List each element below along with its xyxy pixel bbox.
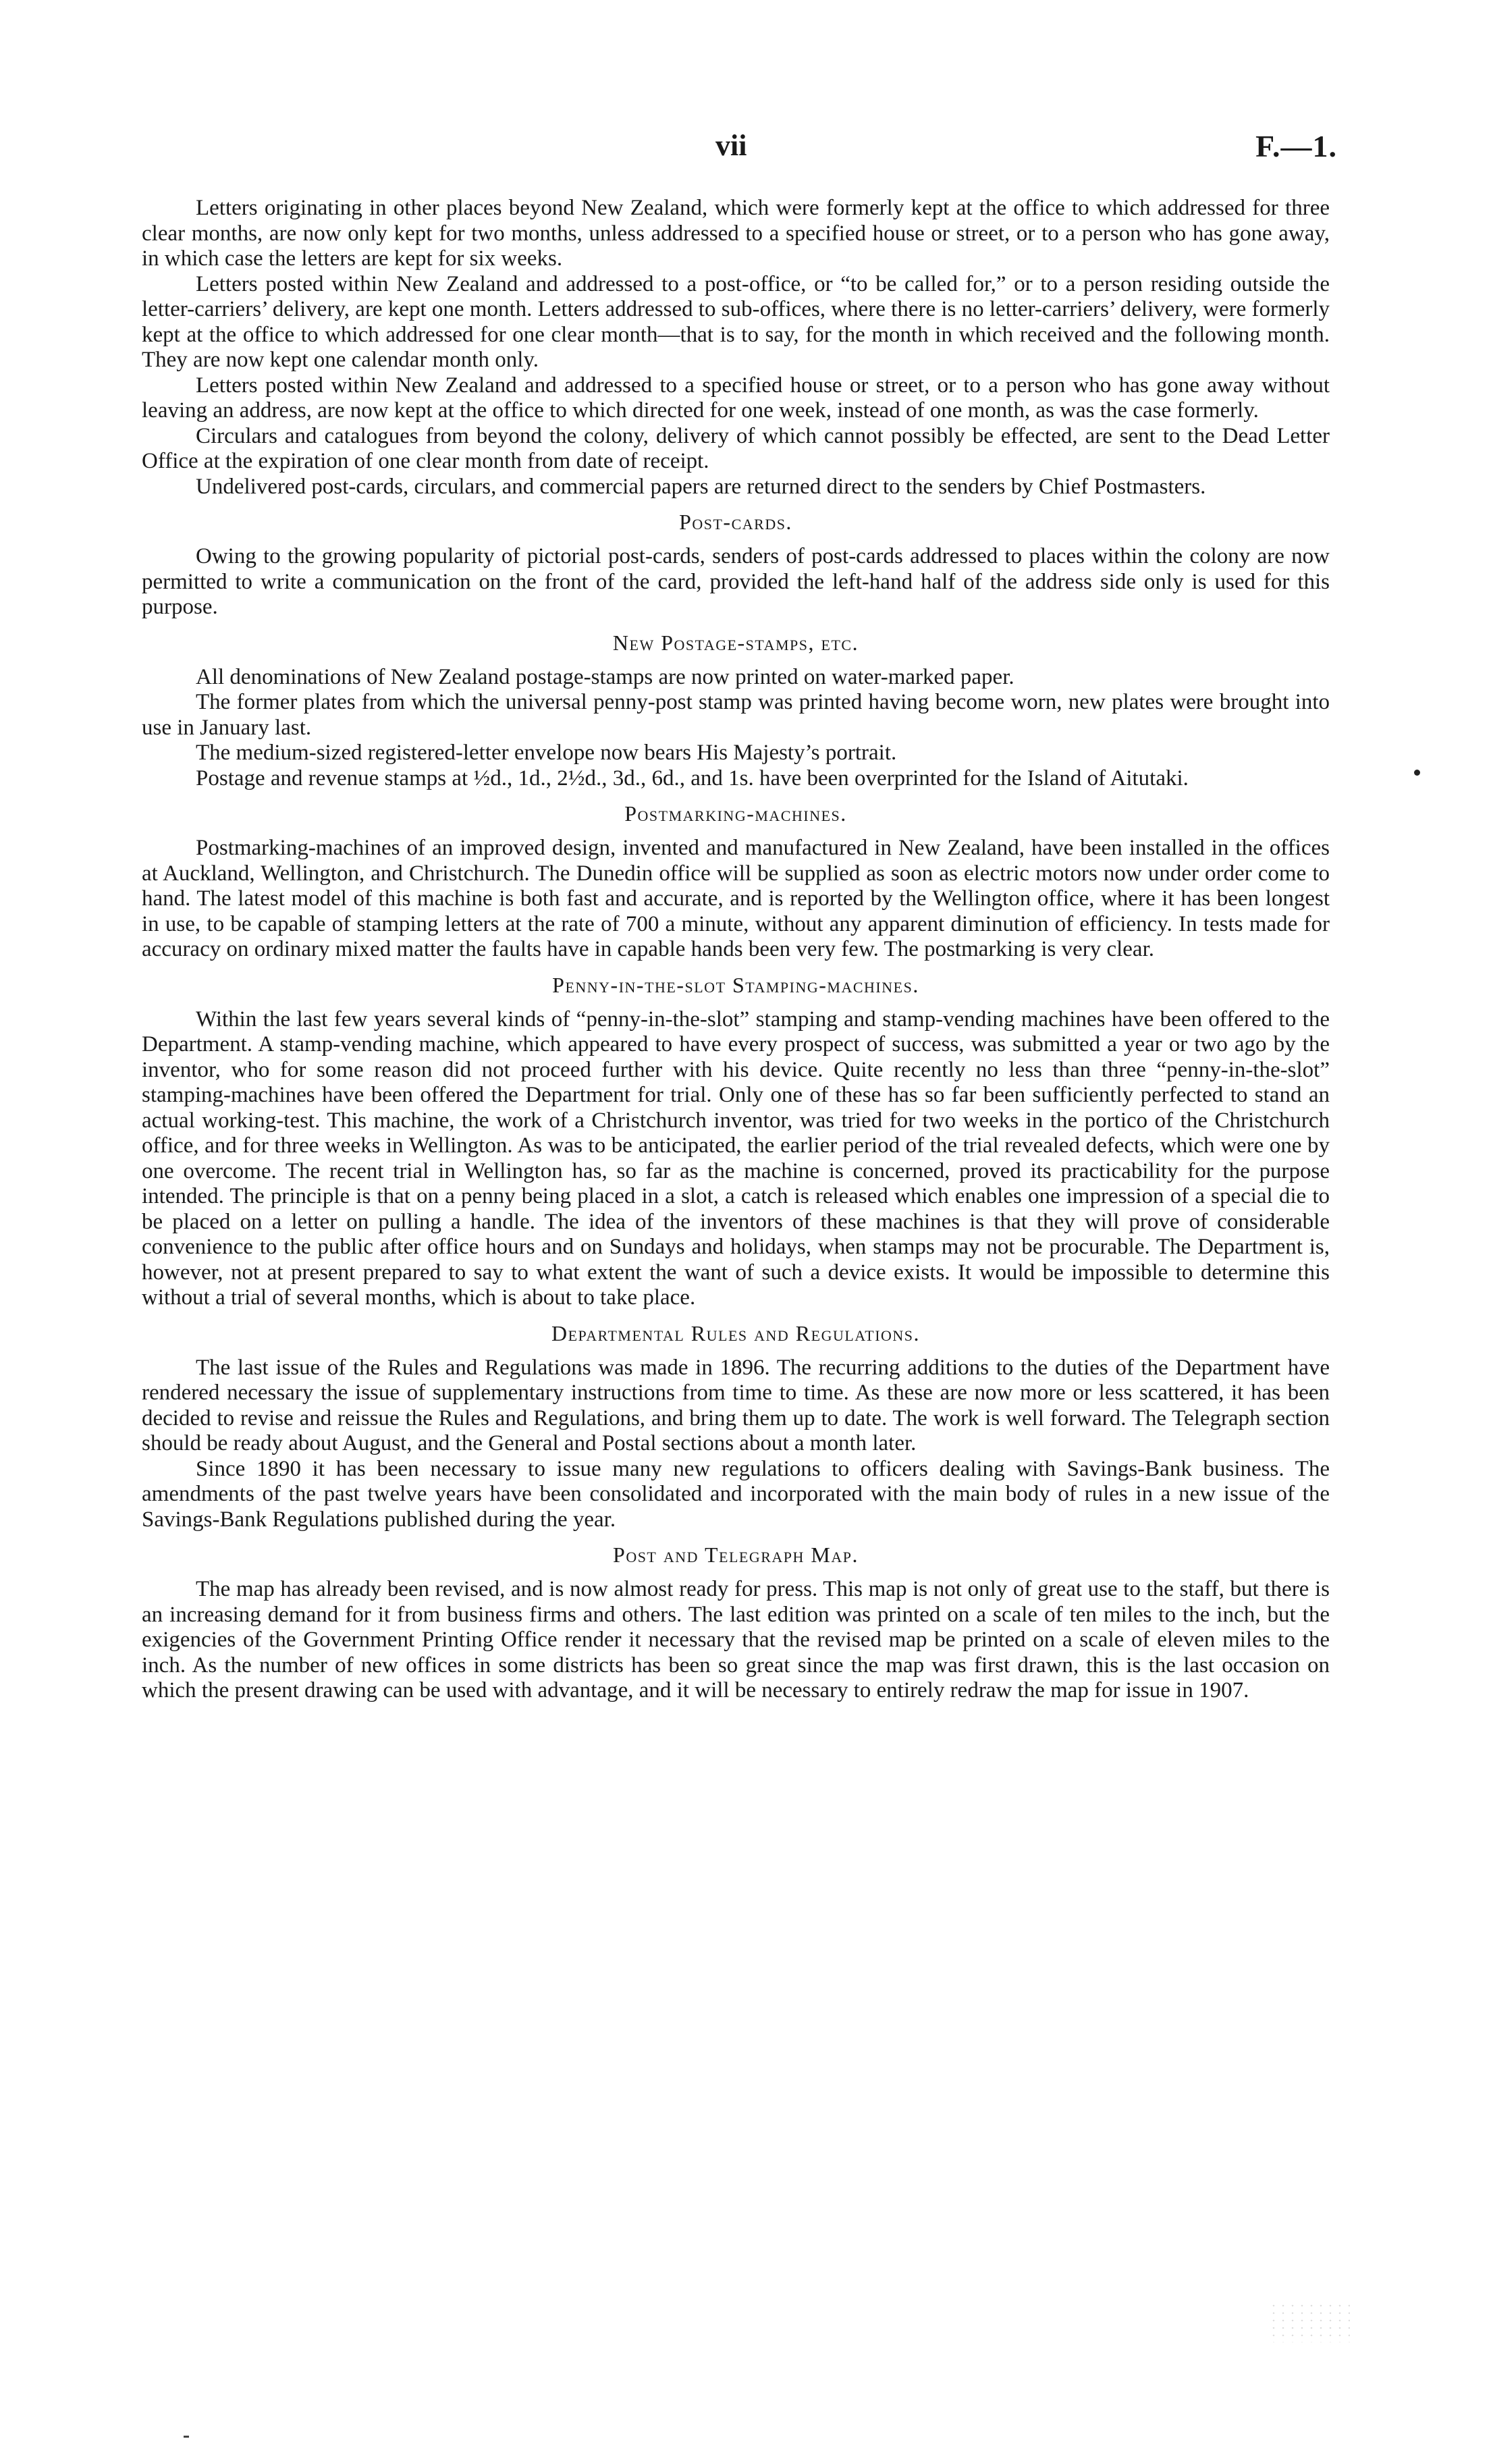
paragraph: Letters posted within New Zealand and addressed to a specified house or street, or to a person who has gone away without leaving an address, are now kept at the office to which directed for one week, instead of one month, as was the case formerly. — [142, 373, 1330, 423]
paragraph: Postmarking-machines of an improved design, invented and manufactured in New Zealand, have been installed in the offices at Auckland, Wellington, and Christchurch. The Dunedin office will be supplied as soon as electric motors now under order come to hand. The latest model of this machine is both fast and accurate, and is reported by the Wellington office, where it has been longest in use, to be capable of stamping letters at the rate of 700 a minute, without any apparent diminution of efficiency. In tests made for accuracy on ordinary mixed matter the faults have in capable hands been very few. The postmarking is very clear. — [142, 836, 1330, 961]
paragraph: The map has already been revised, and is now almost ready for press. This map is not only of great use to the staff, but there is an increasing demand for it from business firms and others. The last edition was printed on a scale of ten miles to the inch, but the exigencies of the Government Printing Office render it necessary that the revised map be printed on a scale of eleven miles to the inch. As the number of new offices in some districts has been so great since the map was first drawn, this is the last occasion on which the present drawing can be used with advantage, and it will be necessary to entirely redraw the map for issue in 1907. — [142, 1577, 1330, 1703]
paragraph: The medium-sized registered-letter envelope now bears His Majesty’s portrait. — [196, 741, 897, 765]
section-heading: New Postage-stamps, etc. — [612, 630, 859, 655]
margin-dot — [1414, 770, 1420, 776]
document-reference: F.—1. — [1255, 129, 1337, 163]
paragraph: Undelivered post-cards, circulars, and commercial papers are returned direct to the senders by Chief Postmasters. — [196, 474, 1206, 499]
paragraph: Letters posted within New Zealand and addressed to a post-office, or “to be called for,” or to a person residing outside the letter-carriers’ delivery, are kept one month. Letters addressed to sub-offices, where there is no letter-carriers’ delivery, were formerly kept at the office to which addressed for one clear month—that is to say, for the month in which received and the following month. They are now kept one calendar month only. — [142, 271, 1330, 372]
paragraph: Since 1890 it has been necessary to issue many new regulations to officers dealing with Savings-Bank business. The amendments of the past twelve years have been consolidated and incorporated with the main body of rules in a new issue of the Savings-Bank Regulations published during the year. — [142, 1456, 1330, 1532]
section-heading: Post-cards. — [679, 510, 792, 534]
paragraph: Postage and revenue stamps at ½d., 1d., 2½d., 3d., 6d., and 1s. have been overprinted for the Island of Aitutaki. — [196, 766, 1189, 791]
paragraph: All denominations of New Zealand postage-stamps are now printed on water-marked paper. — [196, 664, 1014, 689]
paragraph: The former plates from which the universal penny-post stamp was printed having become worn, new plates were brought into use in January last. — [142, 690, 1330, 740]
paragraph: Letters originating in other places beyond New Zealand, which were formerly kept at the office to which addressed for three clear months, are now only kept for two months, unless addressed to a specified house or street, or to a person who has gone away, in which case the letters are kept for six weeks. — [142, 196, 1330, 271]
section-heading: Postmarking-machines. — [624, 801, 847, 826]
paragraph: The last issue of the Rules and Regulations was made in 1896. The recurring additions to the duties of the Department have rendered necessary the issue of supplementary instructions from time to time. As these are now more or less scattered, it has been decided to revise and reissue the Rules and Regulations, and bring them up to date. The work is well forward. The Telegraph section should be ready about August, and the General and Postal sections about a month later. — [142, 1355, 1330, 1455]
paragraph: Circulars and catalogues from beyond the colony, delivery of which cannot possibly be effected, are sent to the Dead Letter Office at the expiration of one clear month from date of receipt. — [142, 423, 1330, 473]
scan-specks — [1269, 2302, 1350, 2342]
paragraph: Owing to the growing popularity of pictorial post-cards, senders of post-cards addressed to places within the colony are now permitted to write a communication on the front of the card, provided the left-hand half of the address side only is used for this purpose. — [142, 544, 1330, 619]
scan-mark — [184, 2436, 189, 2438]
section-heading: Penny-in-the-slot Stamping-machines. — [552, 972, 919, 997]
page-number: vii — [715, 129, 747, 162]
section-heading: Post and Telegraph Map. — [613, 1543, 859, 1567]
paragraph: Within the last few years several kinds of “penny-in-the-slot” stamping and stamp-vending machines have been offered to the Department. A stamp-vending machine, which appeared to have every prospect of success, was submitted a year or two ago by the inventor, who for some reason did not proceed further with his device. Quite recently no less than three “penny-in-the-slot” stamping-machines have been offered the Department for trial. Only one of these has so far been sufficiently perfected to stand an actual working-test. This machine, the work of a Christchurch inventor, was tried for two weeks in the portico of the Christchurch office, and for three weeks in Wellington. As was to be anticipated, the earlier period of the trial revealed defects, which were one by one overcome. The recent trial in Wellington has, so far as the machine is concerned, proved its practicability for the purpose intended. The principle is that on a penny being placed in a slot, a catch is released which enables one impression of a special die to be placed on a letter on pulling a handle. The idea of the inventors of these machines is that they will prove of considerable convenience to the public after office hours and on Sundays and holidays, when stamps may not be procurable. The Department is, however, not at present prepared to say to what extent the want of such a device exists. It would be impossible to determine this without a trial of several months, which is about to take place. — [142, 1007, 1330, 1310]
document-body — [142, 196, 1330, 1704]
section-heading: Departmental Rules and Regulations. — [551, 1320, 921, 1345]
page-header — [0, 122, 1491, 176]
